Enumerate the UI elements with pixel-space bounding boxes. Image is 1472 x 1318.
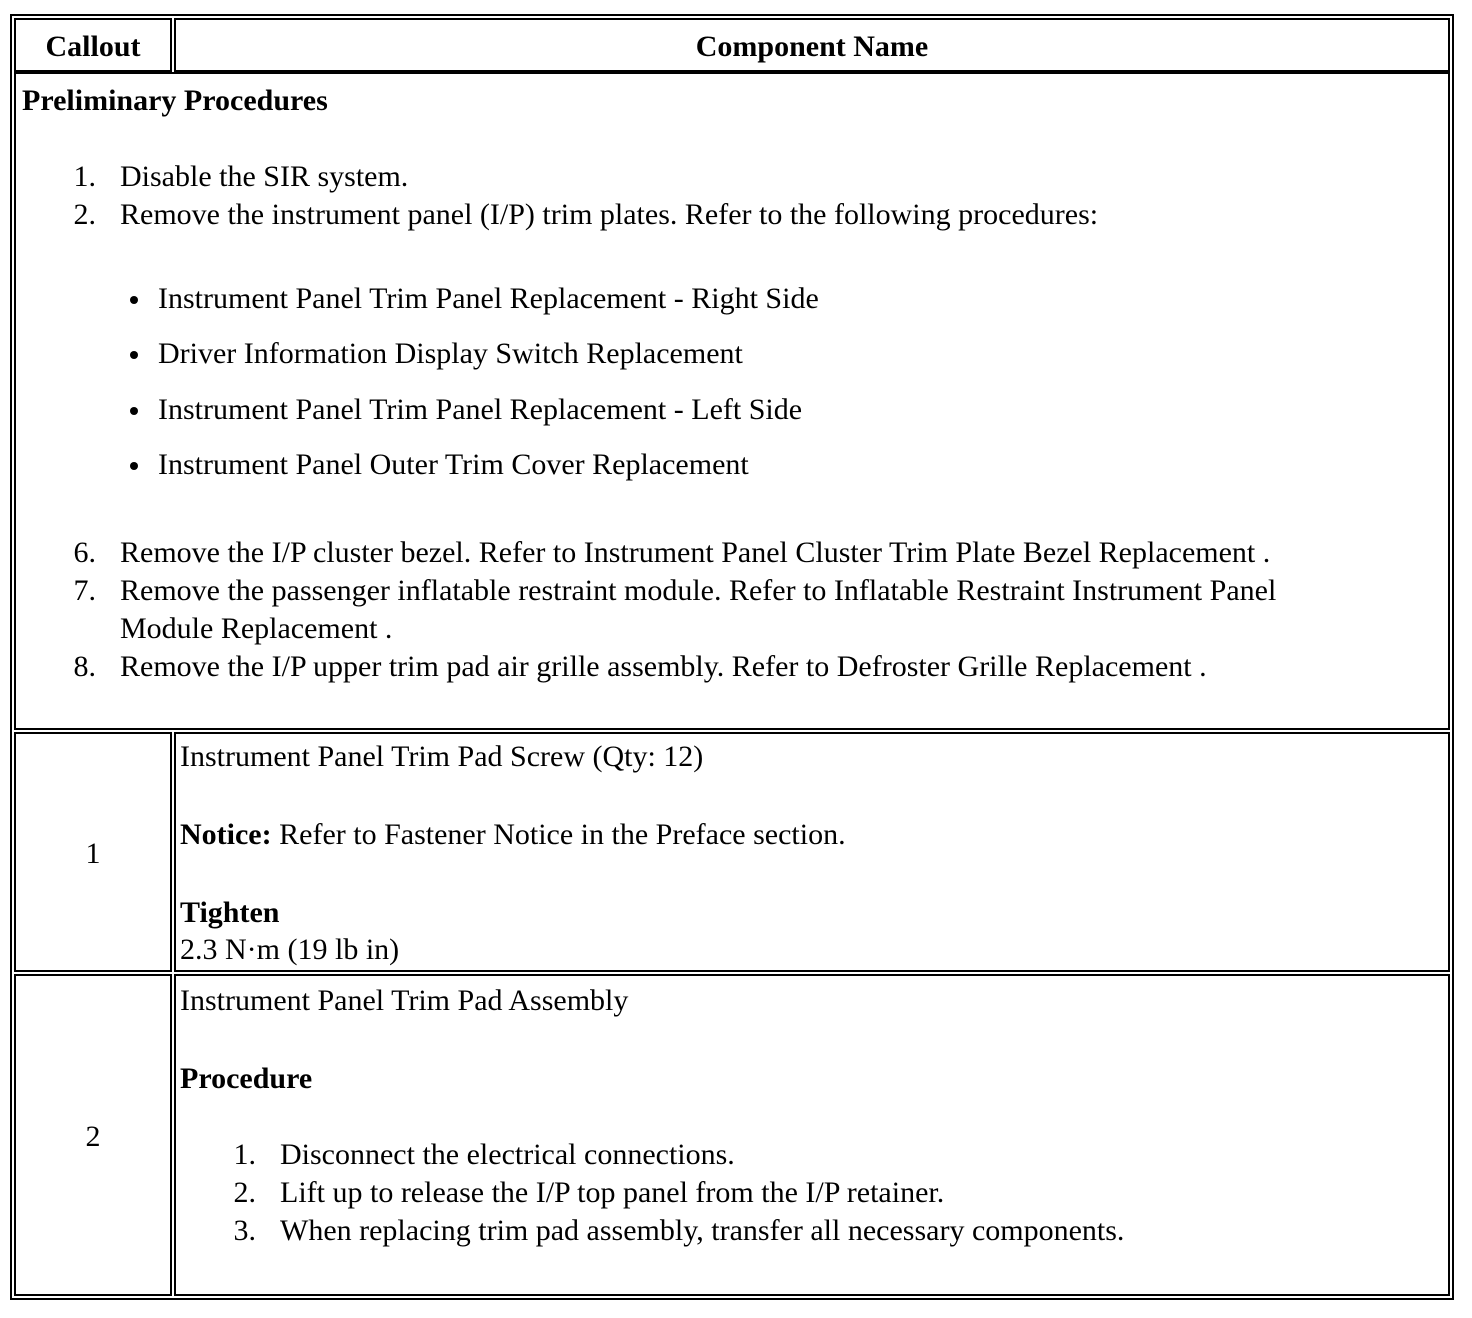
callout-cell	[14, 732, 172, 972]
procedure-reference: Instrument Panel Trim Panel Replacement - Left Side	[158, 393, 803, 426]
procedure-reference: Instrument Panel Outer Trim Cover Replacement	[158, 448, 749, 481]
step-text: Remove the passenger inflatable restraint module. Refer to Inflatable Restraint Instrument Panel	[120, 574, 1277, 607]
step-text-continued: Module Replacement .	[120, 612, 393, 645]
component-cell	[174, 974, 1450, 1296]
bullet-dot	[130, 296, 138, 304]
procedure-reference: Driver Information Display Switch Replacement	[158, 337, 743, 370]
callout-number: 1	[85, 837, 101, 870]
step-number: 7.	[73, 574, 96, 607]
step-text: Remove the instrument panel (I/P) trim plates. Refer to the following procedures:	[120, 198, 1099, 231]
step-text: Remove the I/P upper trim pad air grille assembly. Refer to Defroster Grille Replacement .	[120, 650, 1207, 683]
tighten-label: Tighten	[180, 896, 280, 929]
preliminary-title: Preliminary Procedures	[22, 84, 328, 117]
step-number: 6.	[73, 536, 96, 569]
procedure-label: Procedure	[180, 1062, 313, 1095]
header-callout: Callout	[14, 18, 172, 72]
notice-text: Refer to Fastener Notice in the Preface section.	[271, 818, 846, 851]
step-number: 2.	[233, 1176, 256, 1209]
bullet-dot	[130, 462, 138, 470]
step-number: 2.	[73, 198, 96, 231]
step-number: 1.	[73, 160, 96, 193]
component-name: Instrument Panel Trim Pad Screw (Qty: 12)	[180, 740, 704, 773]
step-text: Lift up to release the I/P top panel from the I/P retainer.	[280, 1176, 945, 1209]
callout-number: 2	[85, 1120, 101, 1153]
step-number: 8.	[73, 650, 96, 683]
component-cell	[174, 732, 1450, 972]
header-component-name: Component Name	[174, 18, 1450, 72]
callout-cell	[14, 974, 172, 1296]
step-number: 3.	[233, 1214, 256, 1247]
notice-line	[180, 816, 846, 854]
step-text: When replacing trim pad assembly, transfer all necessary components.	[280, 1214, 1125, 1247]
procedure-reference: Instrument Panel Trim Panel Replacement - Right Side	[158, 282, 819, 315]
step-text: Disable the SIR system.	[120, 160, 409, 193]
bullet-dot	[130, 407, 138, 415]
tighten-value: 2.3 N·m (19 lb in)	[180, 933, 400, 966]
step-text: Remove the I/P cluster bezel. Refer to Instrument Panel Cluster Trim Plate Bezel Replacement .	[120, 536, 1271, 569]
bullet-dot	[130, 351, 138, 359]
preliminary-procedures-cell	[14, 72, 1450, 730]
component-name: Instrument Panel Trim Pad Assembly	[180, 984, 629, 1017]
step-text: Disconnect the electrical connections.	[280, 1138, 735, 1171]
step-number: 1.	[233, 1138, 256, 1171]
notice-label: Notice:	[180, 818, 272, 851]
